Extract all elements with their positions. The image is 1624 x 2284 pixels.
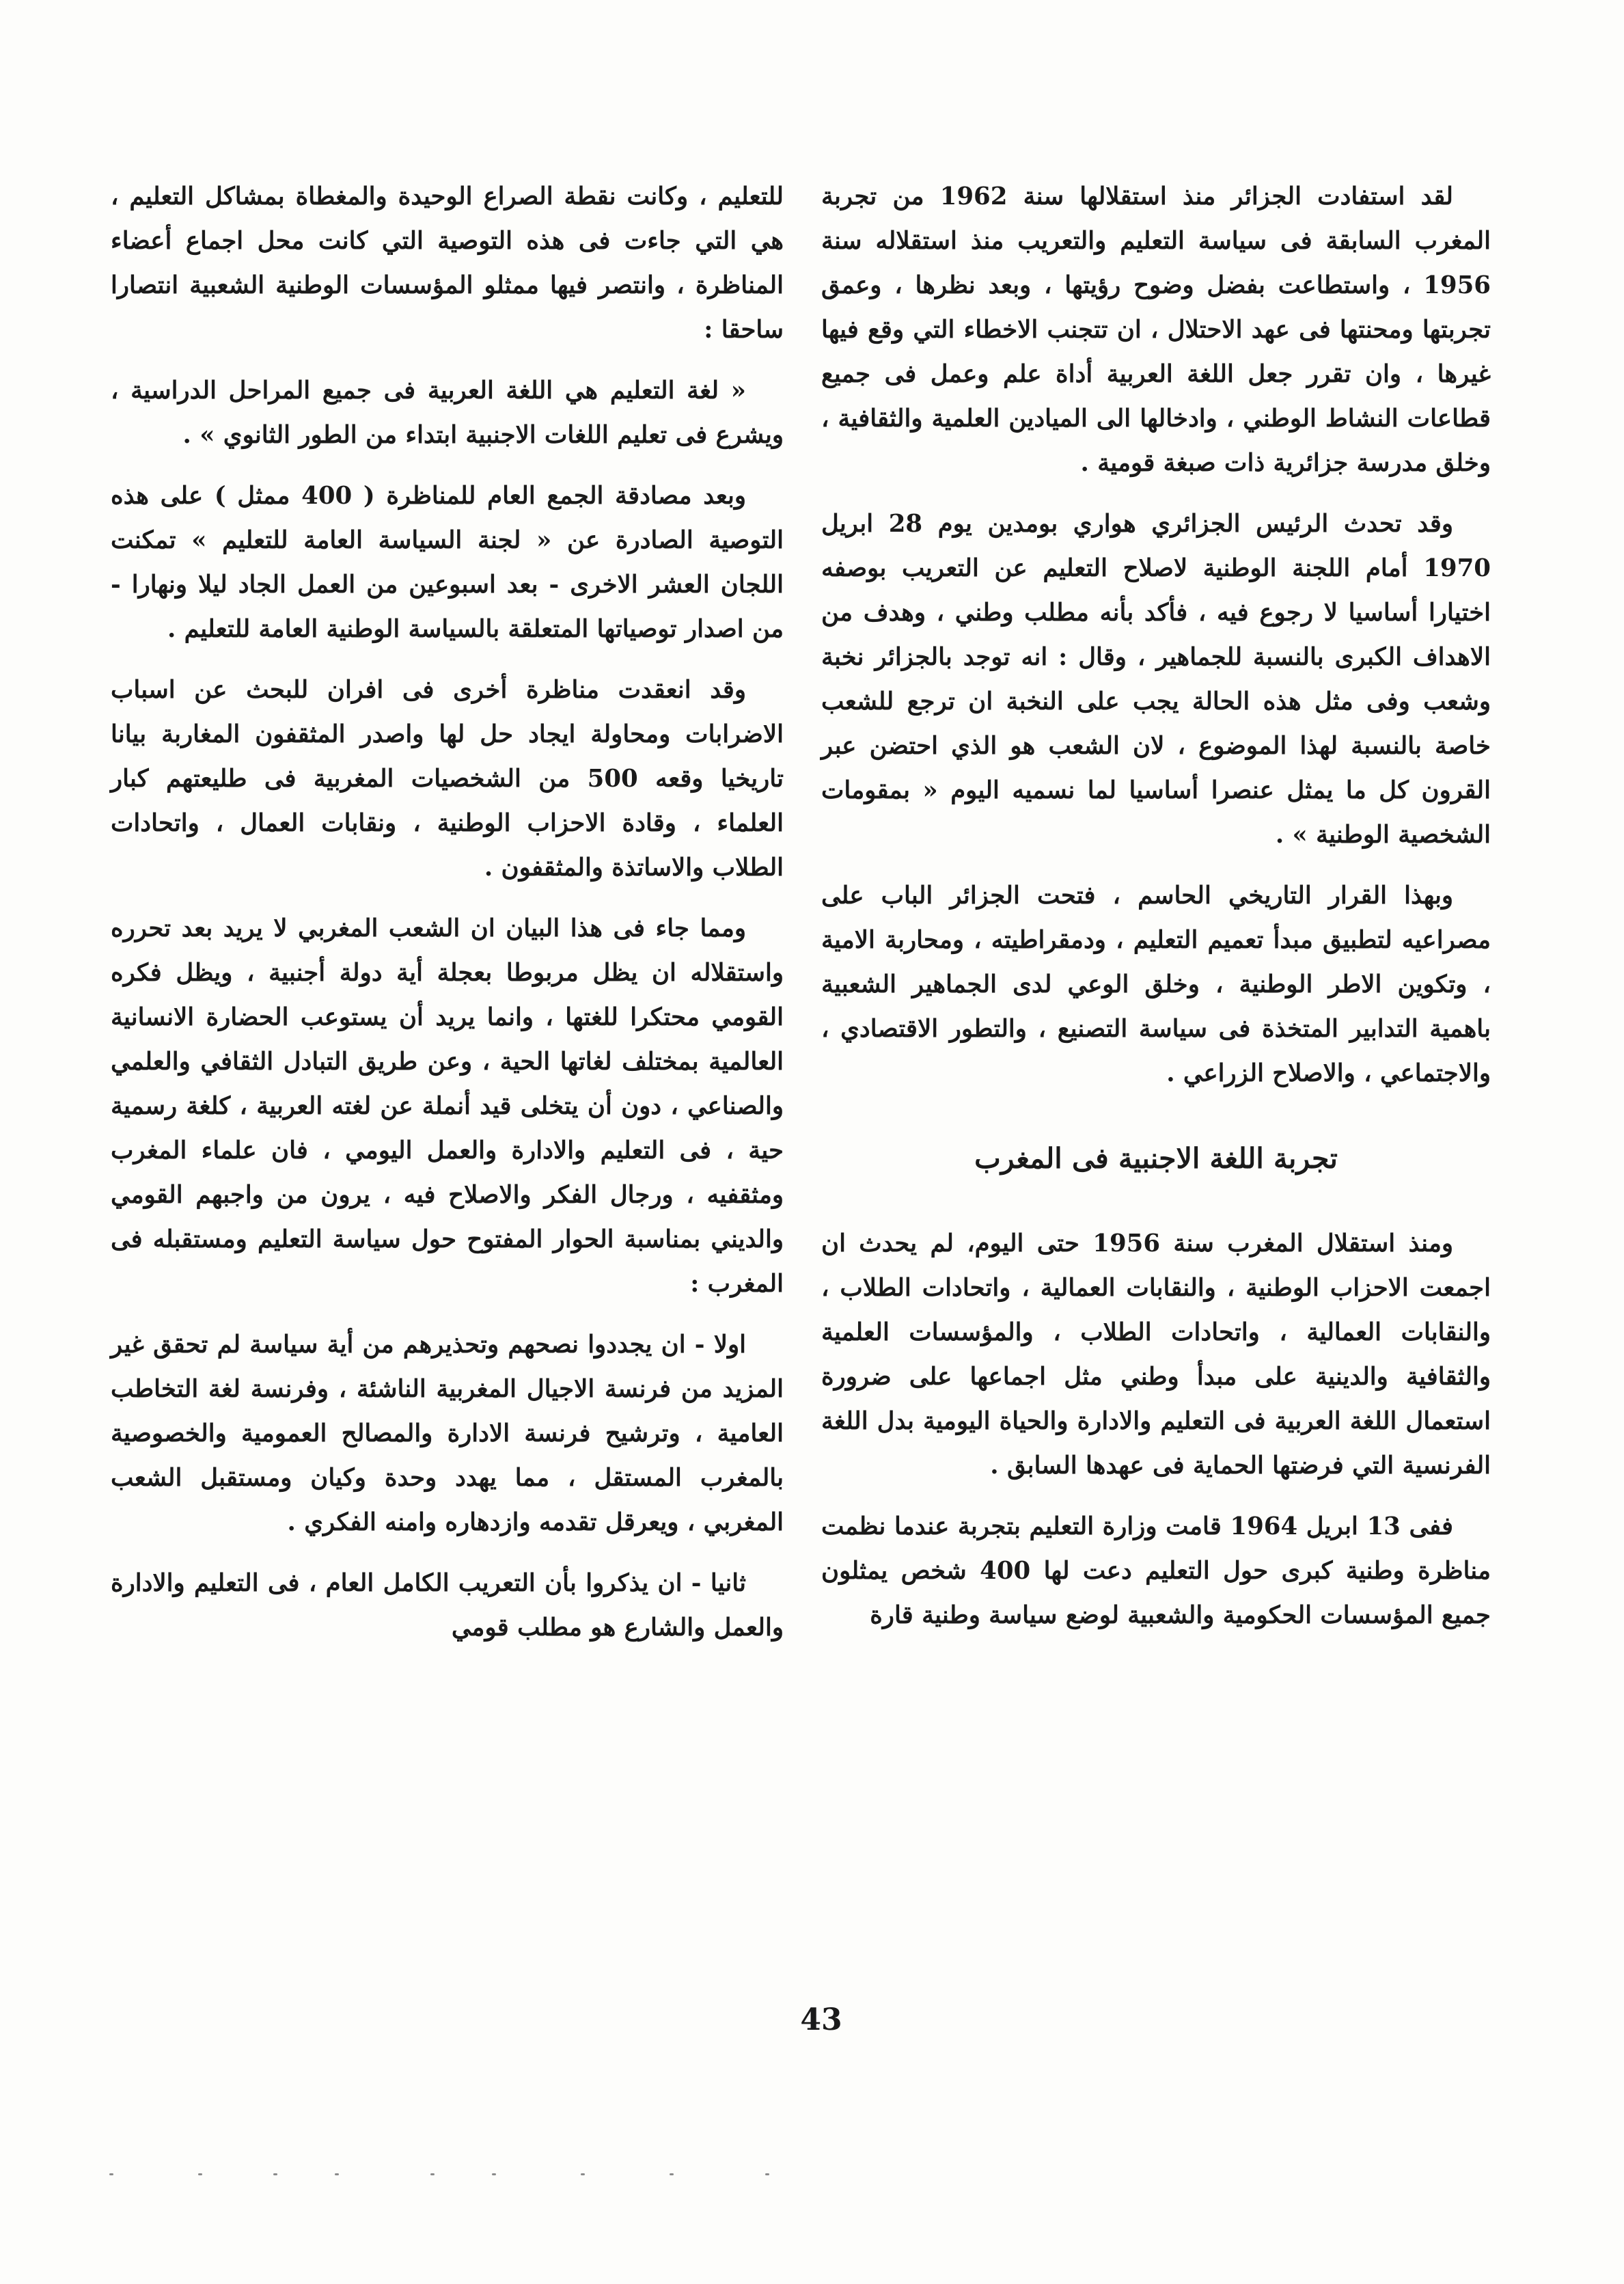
page-number: 43 <box>800 2002 842 2037</box>
paragraph: ومنذ استقلال المغرب سنة 1956 حتى اليوم، لم يحدث ان اجمعت الاحزاب الوطنية ، والنقابات العمالية ، واتحادات الطلاب ، والنقابات العمالية ، واتحادات الطلاب ، والمؤسسات العلمية والثقافية والدينية على مبدأ وطني مثل اجماعها على ضرورة استعمال اللغة العربية فى التعليم والادارة والحياة اليومية بدل اللغة الفرنسية التي فرضتها الحماية فى عهدها السابق . <box>821 1229 1491 1480</box>
quoted-recommendation: « لغة التعليم هي اللغة العربية فى جميع المراحل الدراسية ، ويشرع فى تعليم اللغات الاجنبية ابتداء من الطور الثانوي » . <box>111 377 784 449</box>
paragraph: وبهذا القرار التاريخي الحاسم ، فتحت الجزائر الباب على مصراعيه لتطبيق مبدأ تعميم التعليم ، ودمقراطيته ، ومحاربة الامية ، وتكوين الاطر الوطنية ، وخلق الوعي لدى الجماهير الشعبية باهمية التدابير المتخذة فى سياسة التصنيع ، والتطور الاقتصادي ، والاجتماعي ، والاصلاح الزراعي . <box>821 882 1491 1087</box>
paragraph: لقد استفادت الجزائر منذ استقلالها سنة 1962 من تجربة المغرب السابقة فى سياسة التعليم والتعريب منذ استقلاله سنة 1956 ، واستطاعت بفضل وضوح رؤيتها ، وبعد نظرها ، وعمق تجربتها ومحنتها فى عهد الاحتلال ، ان تتجنب الاخطاء التي وقع فيها غيرها ، وان تقرر جعل اللغة العربية أداة علم وعمل فى جميع قطاعات النشاط الوطني ، وادخالها الى الميادين العلمية والثقافية ، وخلق مدرسة جزائرية ذات صبغة قومية . <box>821 182 1491 477</box>
paragraph: اولا - ان يجددوا نصحهم وتحذيرهم من أية سياسة لم تحقق غير المزيد من فرنسة الاجيال المغربية الناشئة ، وفرنسة لغة التخاطب العامية ، وترشيح فرنسة الادارة والمصالح العمومية والخصوصية بالمغرب المستقل ، مما يهدد وحدة وكيان ومستقبل الشعب المغربي ، ويعرقل تقدمه وازدهاره وامنه الفكري . <box>111 1331 784 1536</box>
paragraph: ومما جاء فى هذا البيان ان الشعب المغربي لا يريد بعد تحرره واستقلاله ان يظل مربوطا بعجلة أية دولة أجنبية ، ويظل فكره القومي محتكرا للغتها ، وانما يريد أن يستوعب الحضارة الانسانية العالمية بمختلف لغاتها الحية ، وعن طريق التبادل الثقافي والعلمي والصناعي ، دون أن يتخلى قيد أنملة عن لغته العربية ، كلغة رسمية حية ، فى التعليم والادارة والعمل اليومي ، فان علماء المغرب ومثقفيه ، ورجال الفكر والاصلاح فيه ، يرون من واجبهم القومي والديني بمناسبة الحوار المفتوح حول سياسة التعليم ومستقبله فى المغرب : <box>111 914 784 1298</box>
paragraph: وبعد مصادقة الجمع العام للمناظرة ( 400 ممثل ) على هذه التوصية الصادرة عن « لجنة السياسة العامة للتعليم » تمكنت اللجان العشر الاخرى - بعد اسبوعين من العمل الجاد ليلا ونهارا - من اصدار توصياتها المتعلقة بالسياسة الوطنية العامة للتعليم . <box>111 482 784 643</box>
scan-artifact <box>109 2173 793 2181</box>
paragraph: ثانيا - ان يذكروا بأن التعريب الكامل العام ، فى التعليم والادارة والعمل والشارع هو مطلب قومي <box>111 1569 784 1642</box>
left-column <box>111 174 784 1666</box>
paragraph: وقد انعقدت مناظرة أخرى فى افران للبحث عن اسباب الاضرابات ومحاولة ايجاد حل لها واصدر المثقفون المغاربة بيانا تاريخيا وقعه 500 من الشخصيات المغربية فى طليعتهم كبار العلماء ، وقادة الاحزاب الوطنية ، ونقابات العمال ، واتحادات الطلاب والاساتذة والمثقفون . <box>111 676 784 882</box>
paragraph: ففى 13 ابريل 1964 قامت وزارة التعليم بتجربة عندما نظمت مناظرة وطنية كبرى حول التعليم دعت لها 400 شخص يمثلون جميع المؤسسات الحكومية والشعبية لوضع سياسة وطنية قارة <box>821 1512 1491 1629</box>
paragraph-continued: للتعليم ، وكانت نقطة الصراع الوحيدة والمغطاة بمشاكل التعليم ، هي التي جاءت فى هذه التوصية التي كانت محل اجماع أعضاء المناظرة ، وانتصر فيها ممثلو المؤسسات الوطنية الشعبية انتصارا ساحقا : <box>111 182 784 344</box>
right-column <box>821 174 1491 1654</box>
section-heading: تجربة اللغة الاجنبية فى المغرب <box>974 1142 1338 1175</box>
paragraph: وقد تحدث الرئيس الجزائري هواري بومدين يوم 28 ابريل 1970 أمام اللجنة الوطنية لاصلاح التعليم عن التعريب بوصفه اختيارا أساسيا لا رجوع فيه ، فأكد بأنه مطلب وطني ، وهدف من الاهداف الكبرى بالنسبة للجماهير ، وقال : انه توجد بالجزائر نخبة وشعب وفى مثل هذه الحالة يجب على النخبة ان ترجع للشعب خاصة بالنسبة لهذا الموضوع ، لان الشعب هو الذي احتضن عبر القرون كل ما يمثل عنصرا أساسيا لما نسميه اليوم « بمقومات الشخصية الوطنية » . <box>821 510 1491 849</box>
